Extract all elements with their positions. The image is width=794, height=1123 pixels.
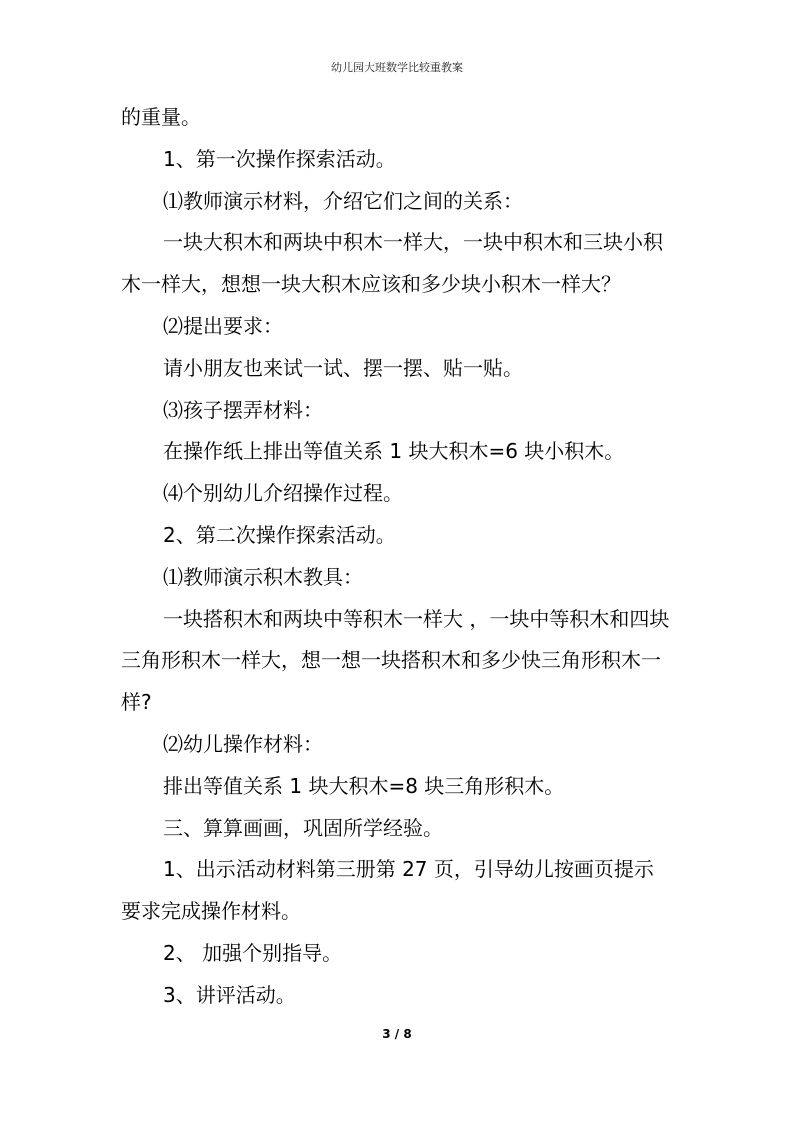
document-body bbox=[121, 97, 673, 1017]
paragraph: 请小朋友也来试一试、摆一摆、贴一贴。 bbox=[163, 355, 523, 380]
paragraph: 3、讲评活动。 bbox=[163, 982, 296, 1007]
paragraph: 三、算算画画，巩固所学经验。 bbox=[163, 815, 443, 840]
paragraph: 排出等值关系 1 块大积木=8 块三角形积木。 bbox=[163, 773, 565, 798]
paragraph: ⑷个别幼儿介绍操作过程。 bbox=[163, 481, 403, 506]
paragraph: 1、第一次操作探索活动。 bbox=[163, 146, 396, 171]
paragraph: ⑴教师演示材料，介绍它们之间的关系： bbox=[163, 188, 523, 213]
paragraph: ⑴教师演示积木教具： bbox=[163, 564, 363, 589]
paragraph: ⑵幼儿操作材料： bbox=[163, 731, 323, 756]
paragraph: ⑶孩子摆弄材料： bbox=[163, 397, 323, 422]
paragraph: 1、出示活动材料第三册第 27 页，引导幼儿按画页提示要求完成操作材料。 bbox=[121, 857, 654, 924]
paragraph: 2、 加强个别指导。 bbox=[163, 940, 343, 965]
page-number: 3 / 8 bbox=[382, 1027, 412, 1041]
paragraph: 一块大积木和两块中积木一样大，一块中积木和三块小积木一样大，想想一块大积木应该和多少块小积木一样大？ bbox=[121, 230, 663, 297]
paragraph: 的重量。 bbox=[121, 105, 201, 129]
paragraph: ⑵提出要求： bbox=[163, 313, 283, 338]
paragraph: 2、第二次操作探索活动。 bbox=[163, 522, 396, 547]
paragraph: 一块搭积木和两块中等积木一样大 ，一块中等积木和四块三角形积木一样大，想一想一块搭积木和多少快三角形积木一样? bbox=[121, 606, 670, 715]
page-header: 幼儿园大班数学比较重教案 bbox=[331, 61, 463, 74]
paragraph: 在操作纸上排出等值关系 1 块大积木=6 块小积木。 bbox=[163, 439, 625, 464]
